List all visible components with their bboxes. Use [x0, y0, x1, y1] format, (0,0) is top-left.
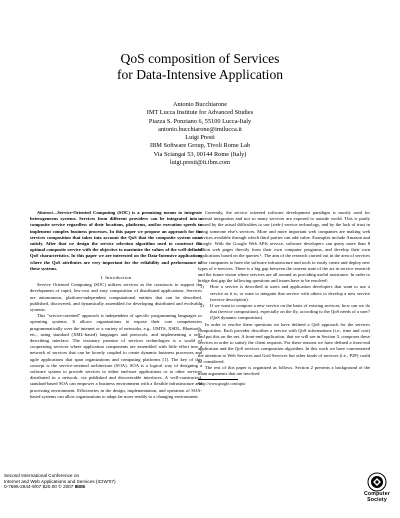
author-2-address: Via Sciangai 53, 00144 Rome (Italy) [153, 150, 247, 158]
abstract-lead: Abstract [37, 210, 53, 215]
footer-line-2: Internet and Web Applications and Services (ICIW'07) [4, 478, 116, 484]
section-heading-introduction: I. Introduction [100, 275, 132, 281]
list-item-text: If we want to compose a new service on the basis of existing services, how can we do that (service composition), especially on the fly, according to the QoS needs of a user? (QoS dynamic composition). [210, 303, 370, 321]
footer-publisher: IEEE [74, 484, 86, 490]
abstract-body: —Service-Oriented Computing (SOC) is a promising means to integrate heterogeneous systems. Services from different providers can be integrated into a composite service regardless of their locations, platforms, and/or execution speeds to implement complex business processes. In this paper we propose an approach for the services composition that takes into account the QoS that the composite system must satisfy. After that we design the service selection algorithm used to construct the optimal composite service with the objective to maximize the values of the well-defined QoS characteristics. In this paper we are interested on the Data-Intensive applications where the QoS attributes are very important for the reliability and performance of these systems. [30, 210, 202, 271]
footnote: ¹http://www.google.com/apis/ [198, 381, 246, 387]
list-item-number: 2) [200, 303, 204, 309]
left-column [30, 210, 202, 400]
footnote-divider [198, 379, 238, 380]
computer-society-seal-icon [367, 472, 387, 492]
intro-paragraph-2: This "service-oriented" approach is independent of specific programming languages or operating systems. It allows organizations to expose their core competencies programmatically over the internet or a variety of networks, e.g., UMTS, XSDL, Bluetooth, etc., using standard (XML-based) languages and protocols, and implementing a self-describing interface. The visionary promise of services technologies is a world of cooperating services where application components are assembled with little effort into a network of services that can be loosely coupled to create dynamic business processes and agile applications that span organizations and computing platforms [1]. The key of this concept is the service-oriented architecture (SOA). SOA is a logical way of designing a software system to provide services to either end-user applications or to other services distributed in a network, via published and discoverable interfaces. A well-constructed, standard-based SOA can empower a business environment with a flexible infrastructure and processing environment. Efficiencies in the design, implementation, and operation of SOA-based systems can allow organizations to adapt far more readily to a changing environment. [30, 313, 202, 399]
conference-footer [4, 473, 264, 490]
footer-price: 0-7695-2844-9/07 $20.00 © 2007 [4, 484, 74, 490]
list-item [198, 284, 370, 303]
right-paragraph-3: The rest of this paper is organized as follows. Section 2 presents a background of the main arguments that are involved [198, 365, 370, 377]
right-paragraph-1: Currently, the service oriented software development paradigm is mostly used for internal integration and not so many services are exposed to outside world. This is partly caused by the actual difficulties to use (web-) service technology, and by the lack of trust in using someone else's services. More and more important web companies are making web services available through which third parties can add value. Examples include Amazon and Google. With the Google Web APIs service, software developers can query more than 8 billion web pages directly from their own computer programs, and develop their own applications based on the queries ¹. The aim of the research carried out in the area of services is for companies to have the software infrastructure and tools to easily create and deploy new types of e-services. There is a big gap between the current state of the art in service research and the future vision where services are all around us providing useful assistance. In order to bridge that gap the following questions and issues have to be resolved: [198, 210, 370, 284]
footer-line-3 [4, 484, 264, 490]
abstract [30, 210, 202, 272]
computer-society-logo [357, 472, 397, 514]
title-line-2: for Data-Intensive Application [116, 67, 284, 82]
author-1-name: Antonio Bucchiarone [172, 101, 228, 108]
logo-text-2: Society [367, 496, 387, 503]
title-line-1: QoS composition of Services [120, 51, 280, 66]
list-item-text: How a service is described to users and application developers that want to use a service as it is, or want to integrate that service with others to develop a new service (service description). [210, 284, 370, 302]
author-block [0, 101, 400, 167]
footer-line-1: Second International Conference on [4, 473, 80, 478]
list-item [198, 303, 370, 322]
logo-text-1: Computer [363, 491, 391, 497]
author-1-address: Piazza S. Ponziano 6, 55100 Lucca-Italy [148, 117, 252, 125]
author-2-name: Luigi Presti [185, 134, 215, 142]
list-item-number: 1) [200, 284, 204, 290]
intro-paragraph-1: Service Oriented Computing (SOC) utilizes services as the constructs to support the development of rapid, low-cost and easy composition of distributed applications. Services are autonomous, platform-independent computational entities that can be described, published, discovered, and dynamically assembled for developing distributed and evolvable systems. [30, 282, 202, 313]
right-paragraph-2: In order to resolve these questions we have defined a QoS approach for the services composition. Each provider describes a service with QoS informations (i.e., time and cost) and put this on the net. A front-end application, that we will see in Section 3, composes these services in order to satisfy the client requests. For these reasons we have defined a front-end application and the QoS services composition algorithm. In this work we have concentrated the attention to Web Services and Grid Services but other kinds of services (i.e., P2P) could be considered. [198, 321, 370, 364]
question-list [198, 284, 370, 321]
author-2-email: luigi.presti@it.ibm.com [169, 159, 231, 167]
author-1-email: antonio.bucchiarone@imtlucca.it [158, 125, 242, 133]
right-column [198, 210, 370, 386]
author-1-affiliation: IMT Lucca Institute for Advanced Studies [146, 109, 254, 117]
author-2-affiliation: IBM Software Group, Tivoli Rome Lab [149, 142, 251, 150]
paper-title [0, 51, 400, 83]
